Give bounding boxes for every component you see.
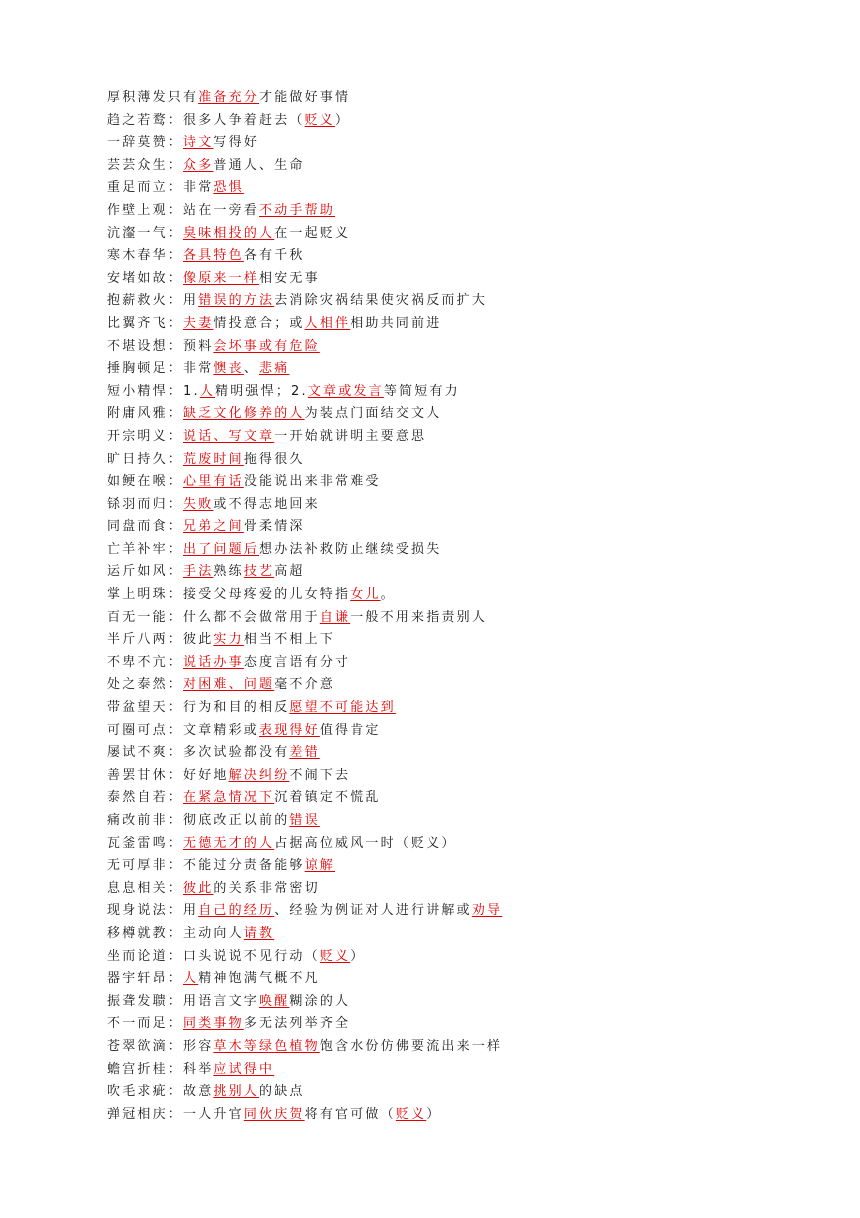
idiom-line (107, 494, 827, 517)
idiom-line (107, 223, 827, 246)
line-text: 捶胸顿足：非常 (107, 361, 214, 377)
line-text: 的关系非常密切 (213, 880, 320, 896)
idiom-line (107, 471, 827, 494)
line-text: 精明强悍；2. (215, 383, 308, 399)
line-text: 坐而论道：口头说说不见行动（ (107, 948, 320, 964)
highlighted-text: 众多 (183, 157, 214, 173)
idiom-line (107, 1036, 827, 1059)
highlighted-text: 懊丧 (213, 361, 244, 377)
line-text: 半斤八两：彼此 (107, 632, 214, 648)
highlighted-text: 贬义 (395, 1106, 427, 1122)
highlighted-text: 出了问题后 (183, 541, 260, 557)
line-text: 将有官可做（ (304, 1106, 396, 1122)
line-text: 、经验为例证对人进行讲解或 (274, 903, 472, 919)
idiom-line (107, 403, 827, 426)
line-text: 一开始就讲明主要意思 (274, 428, 427, 444)
line-text: 才能做好事情 (259, 90, 351, 105)
line-text: ） (335, 112, 351, 128)
idiom-line (107, 561, 827, 584)
highlighted-text: 同类事物 (183, 1016, 244, 1032)
idiom-line (107, 132, 827, 155)
line-text: 一辞莫赞： (107, 135, 184, 151)
line-text: 不卑不亢： (107, 654, 184, 670)
highlighted-text: 像原来一样 (183, 270, 260, 286)
line-text: 振聋发聩：用语言文字 (107, 993, 260, 1009)
highlighted-text: 恐惧 (213, 180, 244, 196)
highlighted-text: 技艺 (243, 564, 275, 580)
line-text: 去消除灾祸结果使灾祸反而扩大 (274, 293, 488, 309)
line-text: 毫不介意 (274, 677, 336, 693)
line-text: 沆瀣一气： (107, 225, 184, 241)
line-text: 瓦釜雷鸣： (107, 835, 184, 851)
highlighted-text: 诗文 (183, 135, 214, 151)
idiom-line (107, 652, 827, 675)
highlighted-text: 夫妻 (183, 315, 214, 331)
line-text: 善罢甘休：好好地 (107, 767, 229, 783)
highlighted-text: 请教 (243, 925, 275, 941)
highlighted-text: 兄弟之间 (183, 519, 244, 535)
highlighted-text: 人 (199, 383, 216, 399)
line-text: 糊涂的人 (289, 993, 351, 1009)
idiom-line (107, 1013, 827, 1036)
line-text: 处之泰然： (107, 677, 184, 693)
line-text: 同盘而食： (107, 519, 184, 535)
line-text: 不闹下去 (289, 767, 351, 783)
line-text: 相当不相上下 (243, 632, 336, 648)
idiom-line (107, 177, 827, 200)
highlighted-text: 贬义 (319, 948, 351, 964)
line-text: 拖得很久 (243, 451, 305, 467)
line-text: 器宇轩昂： (107, 971, 184, 987)
line-text: 、 (243, 361, 260, 377)
line-text: 沉着镇定不慌乱 (274, 790, 381, 806)
highlighted-text: 应试得中 (213, 1061, 275, 1077)
line-text: 不堪设想：预料 (107, 338, 214, 354)
highlighted-text: 自己的经历 (198, 903, 275, 919)
idiom-line (107, 946, 827, 969)
idiom-line (107, 449, 827, 472)
idiom-line (107, 991, 827, 1014)
idiom-line (107, 787, 827, 810)
line-text: 掌上明珠：接受父母疼爱的儿女特指 (107, 587, 351, 603)
line-text: 值得肯定 (319, 722, 381, 738)
highlighted-text: 人 (183, 971, 199, 987)
highlighted-text: 心里有话 (183, 474, 244, 490)
line-text: 占据高位威风一时（贬义） (274, 835, 457, 851)
line-text: 带盆望天：行为和目的相反 (107, 700, 290, 716)
highlighted-text: 在紧急情况下 (183, 790, 275, 806)
line-text: 息息相关： (107, 880, 184, 896)
line-text: 附庸风雅： (107, 406, 184, 422)
line-text: 重足而立：非常 (107, 180, 214, 196)
idiom-line (107, 1059, 827, 1082)
highlighted-text: 荒废时间 (183, 451, 244, 467)
line-text: 高超 (274, 564, 305, 580)
line-text: 如鲠在喉： (107, 474, 184, 490)
highlighted-text: 彼此 (183, 880, 214, 896)
line-text: 可圈可点：文章精彩或 (107, 722, 260, 738)
idiom-line (107, 674, 827, 697)
line-text: 为装点门面结交文人 (304, 406, 442, 422)
line-text: 一般不用来指责别人 (350, 609, 488, 625)
idiom-line (107, 855, 827, 878)
line-text: 饱含水份仿佛要流出来一样 (319, 1038, 503, 1054)
highlighted-text: 贬义 (304, 112, 336, 128)
highlighted-text: 说话、写文章 (183, 428, 275, 444)
highlighted-text: 臭味相投的人 (183, 225, 275, 241)
idiom-line (107, 245, 827, 268)
idiom-line (107, 810, 827, 833)
idiom-line (107, 381, 827, 404)
line-text: 精神饱满气概不凡 (198, 971, 320, 987)
line-text: 在一起贬义 (274, 225, 351, 241)
line-text: 弹冠相庆：一人升官 (107, 1106, 244, 1122)
line-text: 芸芸众生： (107, 157, 184, 173)
highlighted-text: 谅解 (304, 858, 336, 874)
highlighted-text: 自谦 (319, 609, 351, 625)
line-text: 或不得志地回来 (213, 496, 320, 512)
idiom-line (107, 697, 827, 720)
line-text: 无可厚非：不能过分责备能够 (107, 858, 305, 874)
idiom-line (107, 336, 827, 359)
idiom-line (107, 765, 827, 788)
line-text: 相助共同前进 (350, 315, 442, 331)
line-text: 等简短有力 (383, 383, 460, 399)
idiom-list (107, 87, 827, 1126)
idiom-line (107, 87, 827, 110)
line-text: 泰然自若： (107, 790, 184, 806)
line-text: 蟾宫折桂：科举 (107, 1061, 214, 1077)
highlighted-text: 女儿 (350, 587, 381, 603)
highlighted-text: 草木等绿色植物 (213, 1038, 320, 1054)
highlighted-text: 会坏事或有危险 (213, 338, 320, 354)
line-text: 不一而足： (107, 1016, 184, 1032)
idiom-line (107, 358, 827, 381)
idiom-line (107, 833, 827, 856)
line-text: 安堵如故： (107, 270, 184, 286)
line-text: 移樽就教：主动向人 (107, 925, 244, 941)
line-text: 。 (380, 587, 396, 603)
highlighted-text: 错误的方法 (198, 293, 275, 309)
idiom-line (107, 900, 827, 923)
idiom-line (107, 742, 827, 765)
line-text: 屡试不爽：多次试验都没有 (107, 745, 290, 761)
line-text: 各有千秋 (243, 248, 305, 264)
idiom-line (107, 290, 827, 313)
highlighted-text: 实力 (213, 632, 244, 648)
idiom-line (107, 539, 827, 562)
line-text: 抱薪救火：用 (107, 293, 199, 309)
line-text: 铩羽而归： (107, 496, 184, 512)
highlighted-text: 文章或发言 (307, 383, 384, 399)
highlighted-text: 劝导 (471, 903, 503, 919)
idiom-line (107, 720, 827, 743)
idiom-line (107, 629, 827, 652)
line-text: 吹毛求疵：故意 (107, 1084, 214, 1100)
line-text: 的缺点 (259, 1084, 305, 1100)
line-text: 痛改前非：彻底改正以前的 (107, 813, 290, 828)
highlighted-text: 手法 (183, 564, 214, 580)
line-text: 苍翠欲滴：形容 (107, 1038, 214, 1054)
idiom-line (107, 155, 827, 178)
line-text: 想办法补救防止继续受损失 (259, 541, 442, 557)
idiom-line (107, 968, 827, 991)
highlighted-text: 表现得好 (259, 722, 320, 738)
highlighted-text: 唤醒 (259, 993, 290, 1009)
line-text: 开宗明义： (107, 428, 184, 444)
highlighted-text: 缺乏文化修养的人 (183, 406, 305, 422)
highlighted-text: 各具特色 (183, 248, 244, 264)
idiom-line (107, 878, 827, 901)
line-text: 厚积薄发只有 (107, 90, 199, 105)
line-text: 亡羊补牢： (107, 541, 184, 557)
line-text: 旷日持久： (107, 451, 184, 467)
line-text: 百无一能：什么都不会做常用于 (107, 609, 320, 625)
highlighted-text: 解决纠纷 (228, 767, 290, 783)
idiom-line (107, 1104, 827, 1127)
highlighted-text: 差错 (289, 745, 320, 761)
highlighted-text: 愿望不可能达到 (289, 700, 396, 716)
idiom-line (107, 200, 827, 223)
idiom-line (107, 110, 827, 133)
line-text: 相安无事 (259, 270, 320, 286)
highlighted-text: 挑别人 (213, 1084, 260, 1100)
line-text: 普通人、生命 (213, 157, 305, 173)
highlighted-text: 错误 (289, 813, 320, 828)
idiom-line (107, 923, 827, 946)
idiom-line (107, 607, 827, 630)
line-text: 写得好 (213, 135, 260, 151)
line-text: 骨柔情深 (243, 519, 305, 535)
idiom-line (107, 426, 827, 449)
highlighted-text: 悲痛 (259, 361, 290, 377)
line-text: ） (350, 948, 366, 964)
line-text: 比翼齐飞： (107, 315, 184, 331)
line-text: 多无法列举齐全 (243, 1016, 351, 1032)
line-text: 作壁上观：站在一旁看 (107, 202, 260, 218)
highlighted-text: 准备充分 (198, 90, 260, 105)
line-text: 趋之若鹜：很多人争着赶去（ (107, 112, 305, 128)
line-text: 运斤如风： (107, 564, 184, 580)
line-text: 没能说出来非常难受 (243, 474, 381, 490)
highlighted-text: 失败 (183, 496, 214, 512)
highlighted-text: 对困难、问题 (183, 677, 275, 693)
highlighted-text: 无德无才的人 (183, 835, 275, 851)
line-text: 现身说法：用 (107, 903, 199, 919)
highlighted-text: 不动手帮助 (259, 202, 336, 218)
line-text: 短小精悍：1. (107, 383, 200, 399)
highlighted-text: 说话办事 (183, 654, 244, 670)
line-text: 态度言语有分寸 (243, 654, 351, 670)
highlighted-text: 人相伴 (304, 315, 351, 331)
line-text: 情投意合；或 (213, 315, 305, 331)
idiom-line (107, 1081, 827, 1104)
idiom-line (107, 313, 827, 336)
line-text: ） (426, 1106, 442, 1122)
highlighted-text: 同伙庆贺 (243, 1106, 305, 1122)
idiom-line (107, 584, 827, 607)
idiom-line (107, 268, 827, 291)
idiom-line (107, 516, 827, 539)
line-text: 寒木春华： (107, 248, 184, 264)
line-text: 熟练 (213, 564, 244, 580)
